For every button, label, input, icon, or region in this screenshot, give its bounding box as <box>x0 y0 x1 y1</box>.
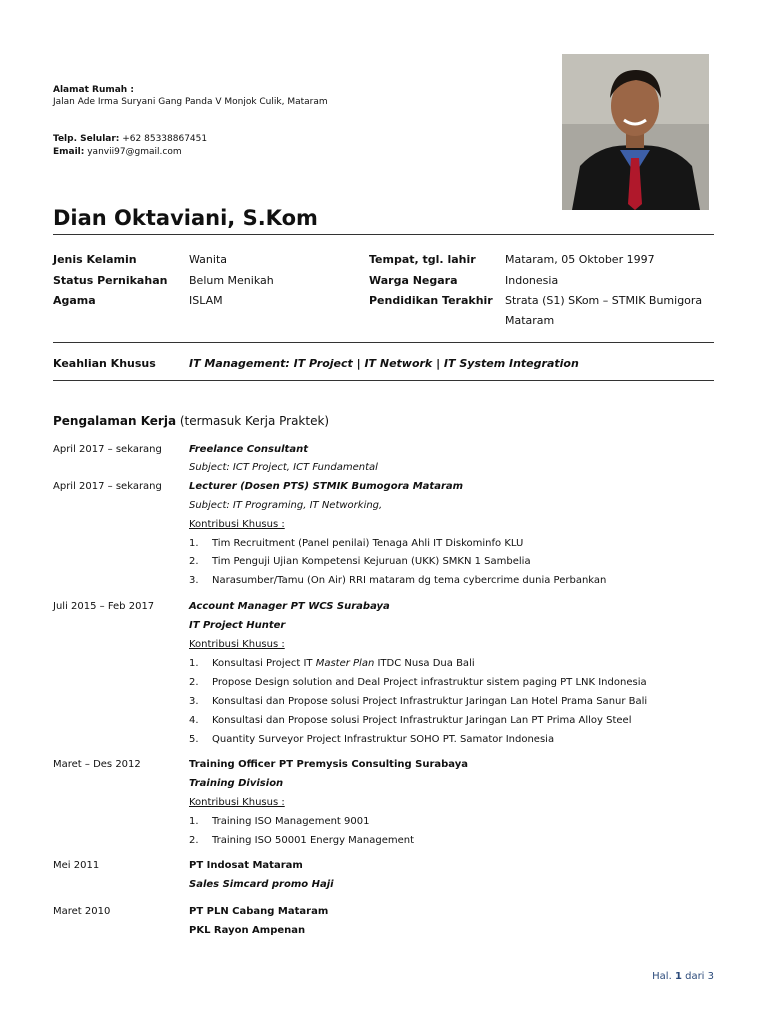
list-item-text: Konsultasi Project IT <box>212 658 316 669</box>
job-title: Lecturer (Dosen PTS) STMIK Bumogora Mataram <box>189 481 464 492</box>
phone-value: +62 85338867451 <box>119 134 208 144</box>
divider <box>53 234 714 235</box>
list-item-text: Konsultasi dan Propose solusi Project Infrastruktur Jaringan Lan PT Prima Alloy Steel <box>212 715 632 726</box>
contribution-label: Kontribusi Khusus : <box>189 519 285 530</box>
citizenship-value: Indonesia <box>505 274 559 287</box>
portrait-icon <box>562 54 709 210</box>
experience-heading-title: Pengalaman Kerja <box>53 414 177 428</box>
job-role: IT Project Hunter <box>189 620 286 631</box>
skills-label: Keahlian Khusus <box>53 357 156 370</box>
list-item: 5. Quantity Surveyor Project Infrastruktur SOHO PT. Samator Indonesia <box>189 734 555 745</box>
divider <box>53 380 714 381</box>
list-item-text: Narasumber/Tamu (On Air) RRI mataram dg tema cybercrime dunia Perbankan <box>212 575 607 586</box>
education-value-cont: Mataram <box>505 314 555 327</box>
job-subject: Subject: ICT Project, ICT Fundamental <box>189 462 378 473</box>
list-item: 1. Konsultasi Project IT Master Plan ITDC Nusa Dua Bali <box>189 658 475 669</box>
list-item: 4. Konsultasi dan Propose solusi Project Infrastruktur Jaringan Lan PT Prima Alloy Steel <box>189 715 632 726</box>
job-date: April 2017 – sekarang <box>53 444 162 455</box>
gender-label: Jenis Kelamin <box>53 253 137 266</box>
education-label: Pendidikan Terakhir <box>369 294 493 307</box>
job-role: PKL Rayon Ampenan <box>189 925 306 936</box>
job-title: Account Manager PT WCS Surabaya <box>189 601 390 612</box>
list-item-text: Konsultasi dan Propose solusi Project Infrastruktur Jaringan Lan Hotel Prama Sanur Bali <box>212 696 648 707</box>
religion-label: Agama <box>53 294 96 307</box>
birth-label: Tempat, tgl. lahir <box>369 253 476 266</box>
list-item: 1. Tim Recruitment (Panel penilai) Tenaga Ahli IT Diskominfo KLU <box>189 538 524 549</box>
list-item: 2. Propose Design solution and Deal Project infrastruktur sistem paging PT LNK Indonesia <box>189 677 647 688</box>
list-item-text: Propose Design solution and Deal Project infrastruktur sistem paging PT LNK Indonesia <box>212 677 647 688</box>
experience-heading-note: (termasuk Kerja Praktek) <box>176 414 330 428</box>
page-suffix: dari 3 <box>685 971 714 982</box>
page-current: 1 <box>674 971 682 982</box>
job-date: Maret – Des 2012 <box>53 759 141 770</box>
list-item: 2. Tim Penguji Ujian Kompetensi Kejuruan (UKK) SMKN 1 Sambelia <box>189 556 531 567</box>
list-item: 3. Narasumber/Tamu (On Air) RRI mataram dg tema cybercrime dunia Perbankan <box>189 575 607 586</box>
list-item-text: Training ISO 50001 Energy Management <box>212 835 415 846</box>
religion-value: ISLAM <box>189 294 223 307</box>
job-date: Juli 2015 – Feb 2017 <box>53 601 155 612</box>
marital-value: Belum Menikah <box>189 274 274 287</box>
job-title: Training Officer PT Premysis Consulting Surabaya <box>189 759 468 770</box>
page-number <box>652 971 714 982</box>
list-item: 3. Konsultasi dan Propose solusi Project Infrastruktur Jaringan Lan Hotel Prama Sanur Bali <box>189 696 648 707</box>
job-title: PT Indosat Mataram <box>189 860 303 871</box>
experience-heading <box>53 414 329 428</box>
phone-line <box>53 133 207 145</box>
job-title: Freelance Consultant <box>189 444 308 455</box>
contribution-label: Kontribusi Khusus : <box>189 639 285 650</box>
profile-photo <box>562 54 709 210</box>
list-item-text: Tim Recruitment (Panel penilai) Tenaga Ahli IT Diskominfo KLU <box>212 538 524 549</box>
job-role: Training Division <box>189 778 284 789</box>
birth-value: Mataram, 05 Oktober 1997 <box>505 253 655 266</box>
page-prefix: Hal. <box>652 971 672 982</box>
job-date: April 2017 – sekarang <box>53 481 162 492</box>
email-line <box>53 146 182 158</box>
email-value: yanvii97@gmail.com <box>84 147 182 157</box>
contribution-label: Kontribusi Khusus : <box>189 797 285 808</box>
gender-value: Wanita <box>189 253 227 266</box>
list-item-tail: ITDC Nusa Dua Bali <box>374 658 475 669</box>
list-item-text: Tim Penguji Ujian Kompetensi Kejuruan (UKK) SMKN 1 Sambelia <box>212 556 531 567</box>
divider <box>53 342 714 343</box>
job-role: Sales Simcard promo Haji <box>189 879 334 890</box>
list-item-text: Training ISO Management 9001 <box>212 816 370 827</box>
address-value: Jalan Ade Irma Suryani Gang Panda V Monjok Culik, Mataram <box>53 97 328 107</box>
job-date: Maret 2010 <box>53 906 111 917</box>
page-title: Dian Oktaviani, S.Kom <box>53 206 318 230</box>
address-label: Alamat Rumah : <box>53 85 134 95</box>
job-date: Mei 2011 <box>53 860 100 871</box>
list-item: 1. Training ISO Management 9001 <box>189 816 370 827</box>
citizenship-label: Warga Negara <box>369 274 458 287</box>
skills-value: IT Management: IT Project | IT Network | IT System Integration <box>189 357 579 370</box>
marital-label: Status Pernikahan <box>53 274 168 287</box>
email-label: Email: <box>53 147 85 157</box>
list-item-text: Quantity Surveyor Project Infrastruktur SOHO PT. Samator Indonesia <box>212 734 555 745</box>
job-title: PT PLN Cabang Mataram <box>189 906 329 917</box>
education-value: Strata (S1) SKom – STMIK Bumigora <box>505 294 703 307</box>
list-item-italic: Master Plan <box>315 658 375 669</box>
phone-label: Telp. Selular: <box>53 134 120 144</box>
job-subject: Subject: IT Programing, IT Networking, <box>189 500 383 511</box>
list-item: 2. Training ISO 50001 Energy Management <box>189 835 415 846</box>
